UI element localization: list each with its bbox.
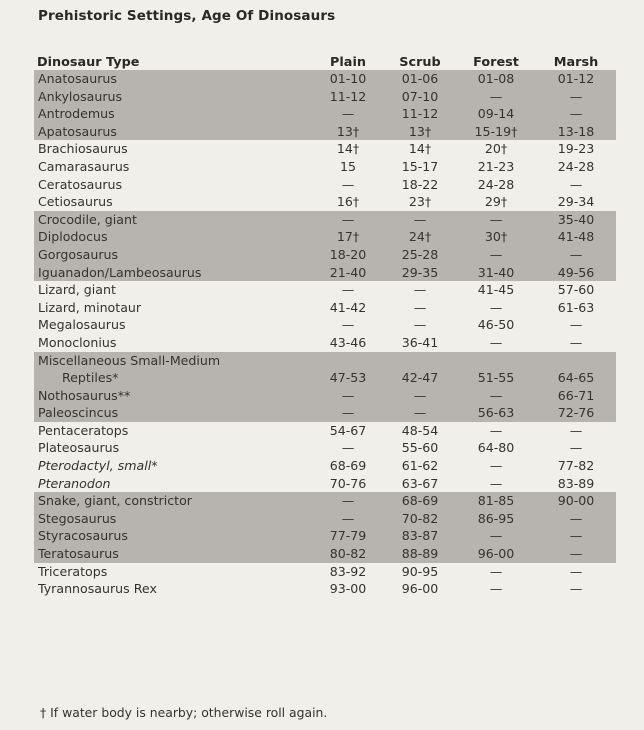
cell-scrub: 11-12 [384,105,456,123]
cell-name: Styracosaurus [34,527,312,545]
cell-plain: — [312,510,384,528]
cell-name: Crocodile, giant [34,211,312,229]
cell-scrub: — [413,317,427,333]
cell-marsh: — [569,563,583,579]
cell-plain: — [312,387,384,405]
cell-marsh: — [569,176,583,192]
cell-name: Ceratosaurus [38,176,123,192]
cell-forest: — [489,475,503,491]
table-row [34,387,616,405]
cell-scrub: 29-35 [384,264,456,282]
column-header-scrub: Scrub [399,55,441,70]
cell-name: Pterodactyl, small* [38,458,158,474]
cell-plain: 13† [312,123,384,141]
column-header-marsh: Marsh [553,55,599,70]
cell-scrub: — [384,211,456,229]
table-row [34,334,616,352]
table-row [34,140,616,158]
cell-forest: 20† [484,141,508,157]
cell-plain: 70-76 [329,475,367,491]
cell-name: Teratosaurus [34,545,312,563]
table-row [34,299,616,317]
cell-marsh: 35-40 [536,211,616,229]
column-header-plain: Plain [330,55,366,70]
table-row [34,264,616,282]
cell-forest: 15-19† [456,123,536,141]
cell-scrub: — [384,387,456,405]
cell-scrub: 90-95 [401,563,439,579]
cell-marsh: 72-76 [536,404,616,422]
cell-scrub: 68-69 [384,492,456,510]
cell-plain: 41-42 [329,299,367,315]
cell-marsh: 29-34 [557,194,595,210]
cell-marsh: 41-48 [536,228,616,246]
cell-marsh: 57-60 [557,282,595,298]
cell-name: Pteranodon [38,475,111,491]
cell-name: Paleoscincus [34,404,312,422]
cell-name: Plateosaurus [38,440,120,456]
cell-forest: 96-00 [456,545,536,563]
cell-plain: 14† [336,141,360,157]
cell-forest: — [456,211,536,229]
cell-name: Iguanadon/Lambeosaurus [34,264,312,282]
table-row [34,281,616,299]
cell-marsh: — [536,105,616,123]
cell-marsh: — [569,581,583,597]
table-row [34,123,616,141]
table-row [34,563,616,581]
cell-forest: 31-40 [456,264,536,282]
cell-scrub: 15-17 [401,158,439,174]
table-row [34,545,616,563]
cell-forest: 51-55 [456,369,536,387]
footnote: † If water body is nearby; otherwise roll again. [40,705,328,720]
cell-scrub: 63-67 [401,475,439,491]
cell-plain: — [312,404,384,422]
table-row [34,457,616,475]
table-row [34,70,616,88]
table-row [34,88,616,106]
cell-name: Triceratops [38,563,108,579]
cell-marsh: — [536,527,616,545]
cell-plain: 18-20 [312,246,384,264]
cell-forest: — [456,387,536,405]
cell-scrub: 55-60 [401,440,439,456]
cell-scrub: 42-47 [384,369,456,387]
cell-forest: — [489,422,503,438]
cell-scrub: 36-41 [401,334,439,350]
cell-marsh: 01-12 [536,70,616,88]
cell-name: Cetiosaurus [38,194,113,210]
cell-name: Brachiosaurus [38,141,128,157]
cell-marsh: — [569,422,583,438]
cell-forest: 09-14 [456,105,536,123]
cell-plain: — [341,282,355,298]
cell-marsh: 13-18 [536,123,616,141]
table-row [34,158,616,176]
cell-plain: 21-40 [312,264,384,282]
cell-plain: 77-79 [312,527,384,545]
cell-forest: 81-85 [456,492,536,510]
cell-forest: — [489,581,503,597]
cell-forest: 29† [484,194,508,210]
table-row [34,492,616,510]
cell-scrub: 25-28 [384,246,456,264]
cell-plain: — [312,211,384,229]
cell-marsh: — [536,545,616,563]
cell-plain: — [312,105,384,123]
cell-scrub: 70-82 [384,510,456,528]
cell-scrub: 07-10 [384,88,456,106]
table-row [34,580,616,598]
cell-plain: 15 [339,158,357,174]
cell-marsh: 90-00 [536,492,616,510]
cell-name: Lizard, giant [38,282,116,298]
cell-plain: 16† [336,194,360,210]
cell-scrub: 18-22 [401,176,439,192]
cell-plain: — [341,176,355,192]
cell-name: Monoclonius [38,334,117,350]
cell-forest: 86-95 [456,510,536,528]
cell-name: Nothosaurus** [34,387,312,405]
cell-marsh: — [569,334,583,350]
cell-name: Camarasaurus [38,158,130,174]
cell-marsh: — [536,88,616,106]
cell-name: Miscellaneous Small-Medium [34,352,312,370]
table-row [34,193,616,211]
cell-name: Tyrannosaurus Rex [38,581,157,597]
cell-plain: — [312,492,384,510]
cell-scrub: — [413,282,427,298]
cell-name: Snake, giant, constrictor [34,492,312,510]
table-row [34,105,616,123]
cell-plain: 68-69 [329,458,367,474]
cell-plain: 01-10 [312,70,384,88]
cell-forest: — [456,88,536,106]
table-row [34,369,616,387]
cell-marsh: 83-89 [557,475,595,491]
cell-scrub: 14† [408,141,432,157]
cell-forest: 41-45 [477,282,515,298]
cell-scrub: 24† [384,228,456,246]
table-row [34,510,616,528]
column-header-forest: Forest [473,55,519,70]
cell-scrub: 13† [384,123,456,141]
dinosaur-table [34,53,616,598]
cell-scrub: 83-87 [384,527,456,545]
cell-scrub: 96-00 [401,581,439,597]
cell-marsh: — [536,246,616,264]
cell-scrub: 48-54 [401,422,439,438]
cell-forest: 24-28 [477,176,515,192]
table-row [34,246,616,264]
cell-forest: 64-80 [477,440,515,456]
cell-forest: 30† [456,228,536,246]
cell-scrub: 88-89 [384,545,456,563]
cell-marsh: 77-82 [557,458,595,474]
cell-scrub: 61-62 [401,458,439,474]
table-row [34,211,616,229]
cell-forest: — [489,458,503,474]
cell-name: Antrodemus [34,105,312,123]
table-row [34,228,616,246]
cell-forest: — [489,334,503,350]
cell-forest: — [489,563,503,579]
cell-marsh: 24-28 [557,158,595,174]
table-row [34,475,616,493]
cell-plain: 93-00 [329,581,367,597]
cell-plain: 54-67 [329,422,367,438]
cell-marsh: 49-56 [536,264,616,282]
table-title: Prehistoric Settings, Age Of Dinosaurs [38,8,336,24]
cell-plain: 11-12 [312,88,384,106]
cell-marsh: — [569,317,583,333]
cell-scrub: 01-06 [384,70,456,88]
cell-forest: 01-08 [456,70,536,88]
table-row [34,176,616,194]
cell-marsh: 64-65 [536,369,616,387]
table-row [34,422,616,440]
cell-marsh: 66-71 [536,387,616,405]
cell-forest: 21-23 [477,158,515,174]
cell-name: Stegosaurus [34,510,312,528]
cell-plain: — [341,317,355,333]
cell-name: Diplodocus [34,228,312,246]
cell-forest: — [456,527,536,545]
table-row [34,404,616,422]
cell-plain: 17† [312,228,384,246]
cell-scrub: 23† [408,194,432,210]
cell-scrub: — [413,299,427,315]
cell-forest: 46-50 [477,317,515,333]
cell-plain: 83-92 [329,563,367,579]
cell-name: Apatosaurus [34,123,312,141]
cell-name: Anatosaurus [34,70,312,88]
table-row [34,316,616,334]
cell-forest: — [489,299,503,315]
cell-plain: 80-82 [312,545,384,563]
table-row [34,439,616,457]
column-header-dinosaur-type: Dinosaur Type [37,55,140,70]
cell-scrub: — [384,404,456,422]
table-row [34,527,616,545]
header-row [34,53,616,70]
cell-name: Pentaceratops [38,422,129,438]
cell-plain: — [341,440,355,456]
cell-forest: — [456,246,536,264]
table-row [34,352,616,370]
cell-marsh: 19-23 [557,141,595,157]
cell-forest: 56-63 [456,404,536,422]
cell-marsh: — [569,440,583,456]
cell-name-continued: Reptiles* [34,369,312,387]
cell-plain: 43-46 [329,334,367,350]
cell-name: Megalosaurus [38,317,126,333]
cell-name: Ankylosaurus [34,88,312,106]
cell-name: Gorgosaurus [34,246,312,264]
cell-marsh: 61-63 [557,299,595,315]
cell-marsh: — [536,510,616,528]
cell-name: Lizard, minotaur [38,299,142,315]
cell-plain: 47-53 [312,369,384,387]
